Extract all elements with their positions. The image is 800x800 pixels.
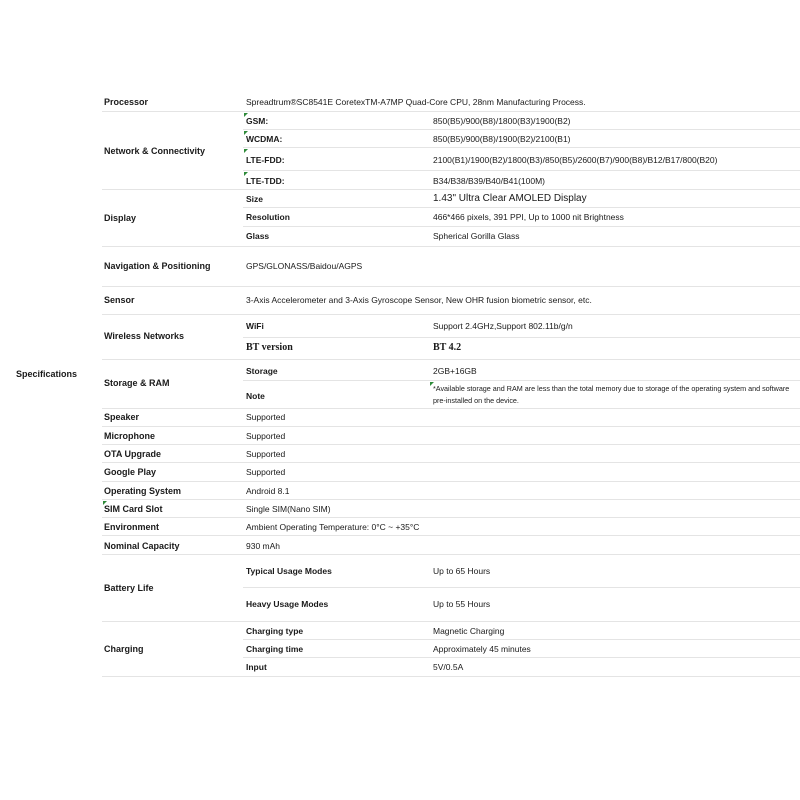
spec-name: WiFi — [246, 321, 264, 331]
row-divider — [102, 246, 800, 247]
spec-value: Supported — [246, 449, 286, 459]
category-label: Microphone — [104, 431, 155, 441]
spec-name: Input — [246, 662, 267, 672]
spec-value: Approximately 45 minutes — [433, 644, 531, 654]
spec-name: Size — [246, 194, 264, 204]
row-divider — [243, 147, 800, 148]
category-label: Nominal Capacity — [104, 541, 180, 551]
category-label: Operating System — [104, 486, 182, 496]
row-divider — [102, 111, 800, 112]
section-label: Specifications — [16, 369, 78, 379]
spec-value: Supported — [246, 431, 286, 441]
spec-value: 930 mAh — [246, 541, 281, 551]
row-divider — [102, 314, 800, 315]
category-label: Display — [104, 213, 137, 223]
spec-name: Note — [246, 391, 265, 401]
spec-name: Storage — [246, 366, 278, 376]
spec-value: BT 4.2 — [433, 342, 462, 353]
row-divider — [102, 621, 800, 622]
row-divider — [243, 587, 800, 588]
spec-value: Spreadtrum®SC8541E CoretexTM-A7MP Quad-Core CPU, 28nm Manufacturing Process. — [246, 97, 586, 107]
row-divider — [243, 170, 800, 171]
spec-value: 1.43" Ultra Clear AMOLED Display — [433, 193, 587, 204]
row-divider — [243, 380, 800, 381]
row-divider — [102, 554, 800, 555]
spec-value: Up to 65 Hours — [433, 566, 491, 576]
spec-name: Typical Usage Modes — [246, 566, 332, 576]
category-label: SIM Card Slot — [104, 504, 163, 514]
row-divider — [243, 129, 800, 130]
category-label: Google Play — [104, 467, 157, 477]
spec-value: 850(B5)/900(B8)/1800(B3)/1900(B2) — [433, 116, 571, 126]
spec-name: WCDMA: — [246, 134, 283, 144]
spec-name: Heavy Usage Modes — [246, 599, 329, 609]
category-label: Network & Connectivity — [104, 146, 206, 156]
category-label: Speaker — [104, 412, 140, 422]
spec-value: Magnetic Charging — [433, 626, 505, 636]
row-divider — [102, 359, 800, 360]
row-divider — [102, 535, 800, 536]
spec-value: Android 8.1 — [246, 486, 290, 496]
row-divider — [102, 517, 800, 518]
cell-marker — [244, 149, 248, 153]
spec-name: LTE-FDD: — [246, 155, 285, 165]
spec-name: LTE-TDD: — [246, 176, 285, 186]
spec-value: Up to 55 Hours — [433, 599, 491, 609]
category-label: Sensor — [104, 295, 135, 305]
category-label: Battery Life — [104, 583, 154, 593]
row-divider — [102, 426, 800, 427]
row-divider — [243, 337, 800, 338]
spec-value: GPS/GLONASS/Baidou/AGPS — [246, 261, 363, 271]
spec-name: BT version — [246, 342, 293, 353]
spec-value: 2100(B1)/1900(B2)/1800(B3)/850(B5)/2600(B7)/900(B8)/B12/B17/800(B20) — [433, 155, 718, 165]
spec-value: Supported — [246, 467, 286, 477]
row-divider — [102, 444, 800, 445]
row-divider — [243, 657, 800, 658]
spec-name: Charging type — [246, 626, 304, 636]
row-divider — [102, 408, 800, 409]
spec-value: Single SIM(Nano SIM) — [246, 504, 331, 514]
spec-name: Glass — [246, 231, 270, 241]
spec-value: 3-Axis Accelerometer and 3-Axis Gyroscope Sensor, New OHR fusion biometric sensor, etc. — [246, 295, 592, 305]
row-divider — [102, 481, 800, 482]
category-label: Wireless Networks — [104, 331, 184, 341]
row-divider — [102, 286, 800, 287]
category-label: Storage & RAM — [104, 378, 170, 388]
category-label: Navigation & Positioning — [104, 261, 211, 271]
spec-value: Support 2.4GHz,Support 802.11b/g/n — [433, 321, 573, 331]
category-label: OTA Upgrade — [104, 449, 162, 459]
spec-value: Supported — [246, 412, 286, 422]
row-divider — [243, 639, 800, 640]
spec-value: 2GB+16GB — [433, 366, 477, 376]
spec-value: 5V/0.5A — [433, 662, 464, 672]
spec-value: 850(B5)/900(B8)/1900(B2)/2100(B1) — [433, 134, 571, 144]
spec-value: Spherical Gorilla Glass — [433, 231, 520, 241]
row-divider — [102, 499, 800, 500]
spec-value: B34/B38/B39/B40/B41(100M) — [433, 176, 545, 186]
spec-value: 466*466 pixels, 391 PPI, Up to 1000 nit Brightness — [433, 212, 624, 222]
spec-name: Resolution — [246, 212, 290, 222]
spec-name: GSM: — [246, 116, 269, 126]
category-label: Processor — [104, 97, 149, 107]
category-label: Environment — [104, 522, 160, 532]
row-divider — [102, 676, 800, 677]
row-divider — [243, 207, 800, 208]
storage-note: *Available storage and RAM are less than the total memory due to storage of the operating system and software pre-installed on the device. — [433, 384, 790, 405]
spec-name: Charging time — [246, 644, 304, 654]
row-divider — [102, 189, 800, 190]
spec-value: Ambient Operating Temperature: 0°C ~ +35°C — [246, 522, 420, 532]
category-label: Charging — [104, 644, 144, 654]
row-divider — [243, 226, 800, 227]
row-divider — [102, 462, 800, 463]
